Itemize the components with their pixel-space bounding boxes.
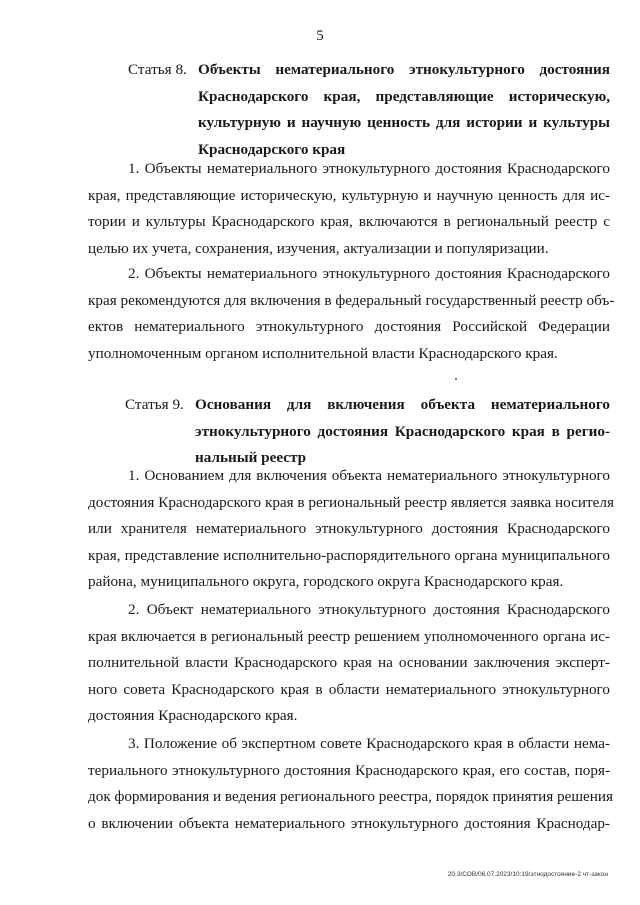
paragraph-line: края, представляющие историческую, культурную и научную ценность для ис- [88,186,610,204]
article-9-title-line: нальный реестр [195,449,307,466]
article-9-label: Статья 9. [125,396,184,413]
paragraph-line: достояния Краснодарского края в региональный реестр является заявка носителя [88,493,614,511]
paragraph-line: 1. Основанием для включения объекта нематериального этнокультурного [128,467,610,484]
paragraph-line: тории и культуры Краснодарского края, включаются в региональный реестр с [88,213,610,231]
article-8-title [198,57,610,163]
scan-speck [455,378,457,380]
article-8-label: Статья 8. [128,61,187,78]
paragraph-line: или хранителя нематериального этнокультурного достояния Краснодарского [88,520,610,538]
paragraph-line: достояния Краснодарского края. [88,707,298,725]
article-8-heading [128,57,610,163]
article-8-title-line: Краснодарского края [198,140,346,158]
article-9-heading [125,392,610,472]
page-number: 5 [316,28,324,44]
paragraph-line: ного совета Краснодарского края в области нематериального этнокультурного [88,680,610,698]
paragraph-line: полнительной власти Краснодарского края на основании заключения эксперт- [88,654,610,672]
article-8-title-line: культурную и научную ценность для истории и культуры [198,114,610,131]
article-8-title-line: Краснодарского края, представляющие историческую, [198,87,610,105]
paragraph-line: края рекомендуются для включения в федеральный государственный реестр объ- [88,291,615,309]
paragraph-line: края, представление исполнительно-распорядительного органа муниципального [88,546,610,564]
paragraph-line: целью их учета, сохранения, изучения, актуализации и популяризации. [88,239,549,257]
paragraph-line: края включается в региональный реестр решением уполномоченного органа ис- [88,627,610,645]
paragraph-line: о включении объекта нематериального этнокультурного достояния Краснодар- [88,814,610,832]
paragraph-line: 2. Объект нематериального этнокультурного достояния Краснодарского [128,601,610,618]
article-9-title-line: Основания для включения объекта нематериального [195,396,610,413]
article-8-paragraph-1 [88,156,610,262]
article-8-title-line: Объекты нематериального этнокультурного достояния [198,61,610,78]
article-8-paragraph-2 [88,261,615,367]
paragraph-line: ектов нематериального этнокультурного достояния Российской Федерации [88,318,610,336]
article-9-paragraph-2 [88,597,610,730]
paragraph-line: 3. Положение об экспертном совете Краснодарского края в области нема- [128,735,610,752]
paragraph-line: 1. Объекты нематериального этнокультурного достояния Краснодарского [128,160,610,177]
article-9-title-line: этнокультурного достояния Краснодарского края в регио- [195,422,610,440]
document-footer-code: 20.3/СОВ/06.07.2023/10:19/этнодостояние-2 чт-закон [447,871,608,878]
paragraph-line: района, муниципального округа, городского округа Краснодарского края. [88,573,564,591]
article-9-title [195,392,610,472]
article-9-paragraph-3 [88,731,614,837]
paragraph-line: 2. Объекты нематериального этнокультурного достояния Краснодарского [128,265,610,282]
paragraph-line: док формирования и ведения регионального реестра, порядок принятия решения [88,788,614,806]
paragraph-line: уполномоченным органом исполнительной власти Краснодарского края. [88,344,558,362]
paragraph-line: териального этнокультурного достояния Краснодарского края, его состав, поря- [88,761,610,779]
article-9-paragraph-1 [88,463,614,596]
